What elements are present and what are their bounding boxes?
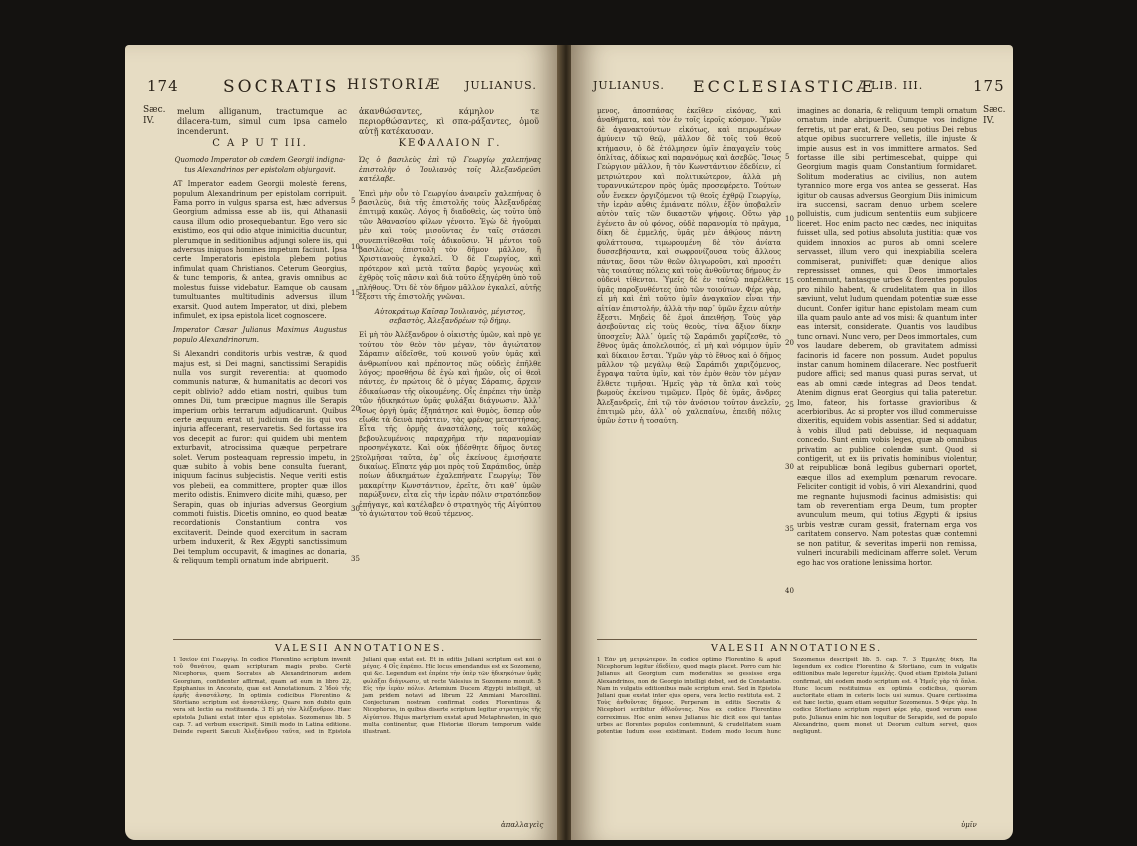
margin-saec-right: Sæc. xyxy=(983,105,1006,115)
annotations-right: 1 Ἐὰν μὴ μετριώτερον. In codice optimo Florentino & apud Nicephorum legitur ἐδεδίειν, quod magis placet. Porro cum hic Julianus ait Georgium cum moderatius se gessisse erga Alexandrinos, non de Georgio intelligi debet, sed de Constantio. Nam in vulgatis editionibus male scriptum erat. Sed in Epistola Juliani quæ exstat inter ejus opera, vera lectio restituta est. 2 Τοὺς ἀνθοῦντας δήμους. Perperam in editis Socratis & Nicephori scribitur ἀθλοῦντας. Nos ex codice Florentino correximus. Hoc enim sensu Julianus hic dicit eos qui tantas urbes ac florentes populos contemnunt, & crudelitatem suam potentiæ ludum esse existimant. Eodem modo locum hunc Sozomenus descripsit lib. 5. cap. 7. 3 Ἐμμελὴς δίκη. Ita legendum ex codice Florentino & Sfortiano, cum in vulgatis editionibus male legeretur ἐμμελὴς. Quod etiam Epistola Juliani confirmat, ubi eodem modo scriptum est. 4 Ἡμεῖς γὰρ τὰ ὅπλα. Hunc locum restituimus ex optimis codicibus, quorum auctoritate etiam in ceteris locis usi sumus. Quare certissima est hæc lectio, quam etiam sequitur Sozomenus. 5 Φέρε γὰρ. In codice Sfortiano scriptum reperi φέρε γάρ, quod verum esse puto. Julianus enim hic non loquitur de Serapide, sed de populo Alexandrino, quem monet ut Deorum cultum servet, quos negligunt. xyxy=(597,657,977,736)
catchword-left: ἀπαλλαγεὶς xyxy=(501,821,544,829)
line-number-5: 5 xyxy=(351,197,356,205)
running-title-left-3: JULIANUS. xyxy=(465,79,537,92)
left-margin-century xyxy=(143,105,166,127)
chapter-summary-latin: Quomodo Imperator ob cædem Georgii indigna-tus Alexandrinos per epistolam objurgavit. xyxy=(174,156,346,174)
page-number-right: 175 xyxy=(973,77,1005,95)
line-number-35: 35 xyxy=(351,555,360,563)
line-number-10: 10 xyxy=(351,243,360,251)
running-title-left-2: HISTORIÆ xyxy=(347,77,442,93)
line-number-20: 20 xyxy=(351,405,360,413)
letter-heading-greek: Αὐτοκράτωρ Καῖσαρ Ἰουλιανὸς, μέγιστος, σεβαστὸς, Ἀλεξανδρέων τῷ δήμῳ. xyxy=(374,307,526,325)
line-number-r35: 35 xyxy=(785,525,794,533)
annotations-left: 1 Ἰσεῖον ἐπὶ Γεωργίῳ. In codice Florentino scriptum invenit τοῦ θανάτου, quam scripturam magis probo. Certè Nicephorus, quem Socrates ab Alexandrinorum ædem Georgium, confidenter affirmat, quam ad eum in libro 22, Epiphanius in Ancorato, quæ est Annotationum. 2 Ἰδοὺ τῆς ἑρμῆς ἀναστάλσης. In optimis codicibus Florentino & Sfortiano scriptum est ἀναστάλσης. Quare non dubito quin vera sit lectio ea restituenda. 3 Εἰ μὴ τὸν Ἀλέξανδρον. Hæc epistola Juliani extat inter ejus epistolas. Sozomenus lib. 5 cap. 7. ad verbum exscripsit. Simili modo in Latina editione. Deinde reperit Sæculi Ἀλεξάνδρου ταῦτα, sed in Epistola Juliani quæ extat est. Et in editis Juliani scriptum est καὶ ὁ μέγας. 4 Οἷς ἐπρέπει. Hic locus emendandus est ex Sozomeno, qui &c. Legendum est ἐπρέπε τὴν ὑπὲρ τῶν ἠδικηκότων ὑμᾶς φυλάξαι διάγνωσιν, ut recte Valesius in Sozomeno monuit. 5 Εἰς τὴν ἱερὰν πόλιν. Artemium Ducem Ægypti intelligit, ut jam pridem notavi ad librum 22 Ammiani Marcellini. Conjecturam nostram confirmat codex Florentinus & Nicephorus, in quibus diserte scriptum legitur στρατηγὸς τῆς Αἰγύπτου. Hujus martyrium exstat apud Metaphrasten, in quo multa continentur, quæ Historiæ illorum temporum valde illustrant. xyxy=(173,657,541,736)
line-number-25: 25 xyxy=(351,455,360,463)
line-number-r30: 30 xyxy=(785,463,794,471)
margin-iv-right: IV. xyxy=(983,116,995,126)
running-title-left-1: SOCRATIS xyxy=(223,77,340,97)
line-number-r25: 25 xyxy=(785,401,794,409)
line-number-r5: 5 xyxy=(785,153,790,161)
margin-saec: Sæc. xyxy=(143,105,166,115)
margin-iv: IV. xyxy=(143,116,155,126)
running-title-right-2: ECCLESIASTICÆ xyxy=(693,77,876,96)
left-running-head xyxy=(125,77,561,99)
latin-body-2: Si Alexandri conditoris urbis vestræ, & quod majus est, si Dei magni, sanctissimi Serapidis nulla vos surgit reverentia: at quomodo communis naturæ, & humanitatis ac decori vos cepit oblivio? addo etiam nostri, quibus tum omnes Dii, tum præcipue magnus ille Serapis imperium orbis terrarum adjudicarunt. Quibus certe æquum erat ut judicium de iis qui vos injuria affecerant, reservaretis. Sed fortasse ira vos decepit ac furor: qui quidem ubi mentem exturbavit, atrocissima quæque perpetrare solet. Verum posteaquam repressio impetu, in quæ subito à vobis bene consulta fuerant, iniquum facinus subjecistis. Neque veriti estis vos plebeii, ea committere, propter quæ illos merito odistis. Enimvero dicite mihi, quæso, per Serapin, quas ob injurias adversus Georgium commoti fuistis. Dicetis omnino, eo quod beatæ recordationis Constantium contra vos excitaverit. Deinde quod exercitum in sacram urbem induxerit, & Rex Ægypti sanctissimum Dei templum occupavit, & imagines ac donaria, & reliquum templi ornatum inde abripuerit. xyxy=(173,350,347,566)
page-number-left: 174 xyxy=(147,77,179,95)
greek-body-1: Ἐπεὶ μὴν οὖν τὸ Γεωργίου ἀναιρεῖν χαλεπήνας ὁ βασιλεὺς, διὰ τῆς ἐπιστολῆς τοὺς Ἀλεξανδρέας ἐπιτιμᾷ κακῶς. Λόγος ἢ διαδοθεὶς, ὡς τοῦτο ὑπὸ τῶν Ἀθανασίου φίλων γένοιτο. Ἐγὼ δὲ ἡγοῦμαι μὲν καὶ τοὺς μισοῦντας ἐν ταῖς στάσεσι συνεπιτίθεσθαι τοῖς ἀδικοῦσιν. Ἡ μέντοι τοῦ βασιλέως ἐπιστολὴ τὸν δῆμον μᾶλλον, ἢ Χριστιανοὺς ἐγκαλεῖ. Ὁ δὲ Γεωργίος, καὶ πρότερον καὶ μετὰ ταῦτα βαρὺς γεγονὼς καὶ ἐχθρὸς τοῖς πᾶσιν καὶ διὰ τοῦτο ἐξηγέρθη ὑπὸ τοῦ πλήθους. Ὅτι δὲ τὸν δῆμον μᾶλλον ἐγκαλεῖ, αὐτῆς ἔξεστι τῆς ἐπιστολῆς γνῶναι. xyxy=(359,189,541,302)
greek-opening-lines: ἀκανθώσαντες, κάμηλον τε περιορθώσαντες, κὶ σπα-ράξαντες, ὁμοῦ αὐτῇ κατέκαυσαν. xyxy=(359,107,539,136)
notes-heading-left: VALESII ANNOTATIONES. xyxy=(275,643,447,654)
line-number-30: 30 xyxy=(351,505,360,513)
notes-rule-right xyxy=(597,639,977,640)
greek-column-right: μενος, ἀποσπάσας ἐκεῖθεν εἰκόνας, καὶ ἀναθήματα, καὶ τὸν ἐν τοῖς ἱεροῖς κόσμον. Ὑμῶν δὲ ἀγανακτούντων εἰκότως, καὶ πειρωμένων ἀμύνειν τῷ θεῷ, μᾶλλον δὲ τοῖς τοῦ θεοῦ κτήμασιν, ὁ δὲ ἐτόλμησεν ὑμῖν ἐπαγαγεῖν τοὺς ὁπλίτας, ἀδίκως καὶ παρανόμως καὶ ἀσεβῶς. Ἴσως Γεώργιον μᾶλλον, ἢ τὸν Κωνστάντιον ἐδεδίειν, εἰ μετριώτερον καὶ πολιτικώτερον, ἀλλὰ μὴ τυραννικώτερον πρὸς ὑμᾶς προσεφέρετο. Τούτων οὖν ἕνεκεν ὀργιζόμενοι τῷ θεοῖς ἐχθρῷ Γεωργίῳ, τὴν ἱερὰν αὖθις ἐμιάνατε πόλιν, ἐξὸν ὑποβαλεῖν αὐτὸν ταῖς τῶν δικαστῶν ψήφοις. Οὕτω γὰρ ἐγένετο ἂν οὐ φόνος, οὐδὲ παρανομία τὸ πρᾶγμα, δίκη δὲ ἐμμελής, ὑμᾶς μὲν ἀθῴους πάντη φυλάττουσα, τιμωρουμένη δὲ τὸν ἀνίατα δυσσεβήσαντα, καὶ σωφρονίζουσα τοὺς ἄλλους πάντας, ὅσοι τῶν θεῶν ὀλιγωροῦσι, καὶ προσέτι τὰς τοιαύτας πόλεις καὶ τοὺς ἀνθοῦντας δήμους ἐν οὐδενὶ τίθενται. Ὑμεῖς δὲ ἐν ταὐτῷ παρέλθετε ὑμᾶς παροξυνθέντες ὑπὸ τῶν τοιούτων. Φέρε γὰρ, εἰ μὴ καὶ ἐπὶ τοῦτο ὑμῖν ἀναγκαῖον εἶναι τὴν αἰτίαν ἐπιστολήν, ἀλλὰ τὴν παρ᾽ ὑμῶν ἔχειν αὐτὴν ἔξεστι. Μηδεὶς δὲ ἐμοὶ ἀπειθήσῃ. Τοὺς γὰρ ἀσεβοῦντας εἰς τοὺς θεοὺς, τίνα ἄξιον δίκην ὑποσχεῖν; Ἀλλ᾽ ὑμεῖς τῷ Σαράπιδι χαρίζεσθε, τὸ ἔθνος ὑμᾶς ἀπολελοιπός, εἰ μὴ καὶ νόμιμον ὑμῖν καὶ δίκαιον ἔσται. Ὑμῶν γὰρ τὸ ἔθνος καὶ ὁ δῆμος μᾶλλον τῷ μεγάλῳ θεῷ Σαράπιδι χαριζόμενος, ἔγραψα ταῦτα ὑμῖν, καὶ τὸν ἐμὸν θεὸν τὸν μέγαν ἔλθετε τιμῆσαι. Ἡμεῖς γὰρ τὰ ὅπλα καὶ τοὺς βωμοὺς ἐκείνου τιμῶμεν. Πρὸς δὲ ὑμᾶς, ἄνδρες Ἀλεξανδρεῖς, ἐπὶ τῷ τὸν ἀνόσιον τοῦτον ἀνελεῖν, ἐπιτιμῶ μὲν, ἀλλ᾽ οὐ χαλεπαίνω, ἐπειδὴ πόλις ὑμῶν ἐστιν ἡ τοσαύτη. xyxy=(597,107,781,426)
running-title-right-3: LIB. III. xyxy=(871,79,924,92)
line-number-15: 15 xyxy=(351,289,360,297)
right-page xyxy=(571,45,1013,840)
open-book xyxy=(125,45,1013,840)
letter-heading-latin: Imperator Cæsar Julianus Maximus Augustus populo Alexandrinorum. xyxy=(173,326,347,344)
catchword-right: ὑμῖν xyxy=(961,821,977,829)
chapter-heading-latin: C A P U T III. xyxy=(212,138,308,149)
latin-column-right: imagines ac donaria, & reliquum templi ornatum ornatum inde abripuerit. Cumque vos indigne ferretis, ut par erat, & Deo, seu potius Dei rebus atque opibus succurrere velletis, ille injuste & impie ausus est in vos immittere armatos. Sed fortasse ille sibi pertimescebat, quippe qui Georgium magis quam Constantium formidaret. Solitum moderatius ac civilius, non autem tyrannico more erga vos antea se gesserat. Has igitur ob causas adversus Georgium Diis inimicum ira succensi, sacram denuo urbem scelere polluistis, cum judicum sententiis eum subjicere liceret. Hoc enim pacto nec cædes, nec iniquitas fuisset ulla, sed potius absoluta justitia: quæ vos quidem innoxios ac puros ab omni scelere servasset, illum vero qui inexpiabilia scelera commiserat, puniviffet: quæ denique alios repressisset omnes, qui Deos immortales contemnunt, tantasque urbes & florentes populos pro nihilo habent, & crudelitatem qua in illos sæviunt, velut ludum quendam potentiæ suæ esse ducunt. Confer igitur hanc epistolam meam cum illa quam paulo ante ad vos misi: & quantum inter eas intersit, considerate. Quantis vos laudibus tunc ornavi. Nunc vero, per Deos immortales, cum vos laudare deberem, ob gravitatem admissi facinoris id facere non possum. Audet populus instar canum hominem dilacerare. Nec postfuerit pudore affici; sed manus quasi puras servat, ut eas ab omni cæde integras ad Deos tendat. Atenim dignus erat Georgius qui talia pateretur. Imo, fateor, his fortasse gravioribus & acerbioribus. Ac si propter vos illud commeruisse dixeritis, equidem vobis assentiar. Sed si addatur, à vobis illud pati debuisse, id nequaquam concedo. Sunt enim vobis leges, quæ ab omnibus privatim ac publice colendæ sunt. Quod si contigerit, ut ex iis privatis hominibus violentur, at reipublicæ bonâ legibus gubernari oportet, eæque illos ad exemplum pœnarum revocare. Feliciter contigit id vobis, ô viri Alexandrini, quod me regnante hujusmodi facinus admisistis: qui tam ob reverentiam erga Deum, tum propter avunculum meum, qui totius Ægypti & ipsius urbis vestræ curam gessit, fraternam erga vos caritatem conservo. Nam potestas quæ contemni se non patitur, & severitas imperii non remissa, vulneri incurabili medicinam afferre solet. Verum ego hac vos oratione lenissima hortor. xyxy=(797,107,977,567)
left-page xyxy=(125,45,561,840)
notes-rule-left xyxy=(173,639,541,640)
latin-opening-lines: melum alliganum, tractumque ac dilacera-tum, simul cum ipsa camelo incenderunt. xyxy=(177,107,347,136)
right-running-head xyxy=(571,77,1013,99)
line-number-r40: 40 xyxy=(785,587,794,595)
running-title-right-1: JULIANUS. xyxy=(593,79,665,92)
latin-column-left xyxy=(173,133,347,571)
chapter-heading-greek: ΚΕΦΑΛΑΙΟΝ Γ. xyxy=(398,138,502,149)
notes-heading-right: VALESII ANNOTATIONES. xyxy=(711,643,883,654)
greek-column-left xyxy=(359,133,541,524)
line-number-r20: 20 xyxy=(785,339,794,347)
chapter-summary-greek: Ὡς ὁ βασιλεὺς ἐπὶ τῷ Γεωργίῳ χαλεπήνας ἐπιστολὴν ὁ Ἰουλιανὸς τοῖς Ἀλεξανδρεῦσι κατέλαβε. xyxy=(359,156,541,184)
latin-body-1: AT Imperator eadem Georgii molestè ferens, populum Alexandrinum per epistolam corripuit. Fama porro in vulgus sparsa est, hæc adversus Georgium admissa esse ab iis, qui Athanasii causa illum odio prosequebantur. Ego vero sic existimo, eos qui odio atque inimicitia ducuntur, plerumque in seditionibus adjungi solere iis, qui adversus iniquos homines impetum faciunt. Ipsa certe Imperatoris epistola plebem potius infimulat quam Christianos. Ceterum Georgius, & tunc temporis, & antea, gravis omnibus ac molestus fuisse videbatur. Eamque ob causam tumultuantes multitudinis adversus illum exarsit. Quod autem Imperator, ut dixi, plebem infimulet, ex ipsa epistola licet cognoscere. xyxy=(173,180,347,320)
line-number-r15: 15 xyxy=(785,277,794,285)
line-number-r10: 10 xyxy=(785,215,794,223)
greek-body-2: Εἰ μὴ τὸν Ἀλέξανδρον ὁ οἰκιστὴς ὑμῶν, καὶ πρὸ γε τούτου τὸν θεὸν τὸν μέγαν, τὸν ἁγιώτατον Σάραπιν αἰδεῖσθε, τοῦ κοινοῦ γοῦν ὑμᾶς καὶ ἀνθρωπίνου καὶ πρέποντος πῶς οὐδεὶς ἐπῆλθε λόγος; προσθήσω δὲ ἐγὼ καὶ ἡμῶν, οἷς οἱ θεοὶ πάντες, ἐν πρώτοις δὲ ὁ μέγας Σάραπις, ἄρχειν ἐδικαίωσαν τῆς οἰκουμένης. Οἷς ἐπρέπει τὴν ὑπὲρ τῶν ἠδικηκότων ὑμᾶς φυλάξαι διάγνωσιν. Ἀλλ᾽ ἴσως ὀργὴ ὑμᾶς ἐξηπάτησε καὶ θυμὸς, ὅσπερ οὖν εἴωθε τὰ δεινὰ πράττειν, τὰς φρένας μεταστήσας. Εἶτα τῆς ὁρμῆς ἀναστάλσης, τοῖς καλῶς βεβουλευμένοις παραχρῆμα τὴν παρανομίαν προσηνέγκατε. Καὶ οὐκ ᾐδέσθητε δῆμος ὄντες τολμῆσαι ταῦτα, ἐφ᾽ οἷς ἐκείνους ἐμισήσατε δικαίως. Εἴπατε γάρ μοι πρὸς τοῦ Σαράπιδος, ὑπὲρ ποίων ἀδικημάτων ἐχαλεπήνατε Γεωργίῳ; Τὸν μακαρίτην Κωνστάντιον, ἐρεῖτε, ὅτι καθ᾽ ὑμῶν παρώξυνεν, εἶτα εἰς τὴν ἱερὰν πόλιν στρατόπεδον ἐπήγαγε, καὶ κατέλαβεν ὁ στρατηγὸς τῆς Αἰγύπτου τὸ ἁγιώτατον τοῦ θεοῦ τέμενος. xyxy=(359,331,541,519)
right-margin-century xyxy=(983,105,1006,127)
